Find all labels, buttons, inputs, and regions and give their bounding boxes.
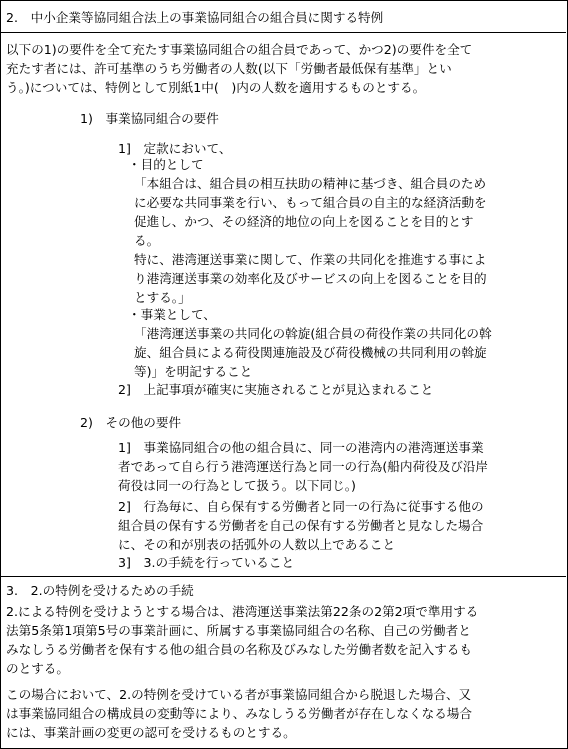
req1-item1-title: 1] 定款において、 (118, 141, 232, 156)
req2-title: 2) その他の要件 (80, 415, 182, 430)
para2-line-3: には、事業計画の変更の認可を受けるものとする。 (6, 725, 296, 740)
intro-line-1: 以下の1)の要件を全て充たす事業協同組合の組合員であって、かつ2)の要件を全て (6, 42, 473, 57)
business-line-3: 等)」を明記すること (134, 364, 253, 379)
business-line-1: 「港湾運送事業の共同化の斡旋(組合員の荷役作業の共同化の斡 (134, 326, 492, 341)
req1-business-text (134, 324, 492, 381)
req2-item1-line-1: 1] 事業協同組合の他の組合員に、同一の港湾内の港湾運送事業 (118, 440, 484, 455)
req2-item2-line-2: 組合員の保有する労働者を自己の保有する労働者と見なした場合 (118, 518, 484, 533)
section3-para2 (6, 685, 472, 742)
row-divider-2 (0, 576, 566, 577)
purpose-line-4: る。 (134, 233, 160, 248)
intro-line-3: う。)については、特例として別紙1中( )内の人数を適用するものとする。 (6, 80, 426, 95)
para2-line-2: は事業協同組合の構成員の変動等により、みなしうる労働者が存在しなくなる場合 (6, 706, 472, 721)
req2-item1-line-3: 荷役は同一の行為として扱う。以下同じ。) (118, 478, 356, 493)
section2-intro (6, 40, 472, 97)
para1-line-3: みなしうる労働者を保有する他の組合員の名称及びみなした労働者数を記入するも (6, 642, 472, 657)
business-line-2: 旋、組合員による荷役関連施設及び荷役機械の共同利用の斡旋 (134, 345, 487, 360)
para1-line-1: 2.による特例を受けようとする場合は、港湾運送事業法第22条の2第2項で準用する (6, 604, 479, 619)
req1-purpose-label: ・目的として (128, 157, 204, 172)
para1-line-2: 法第5条第1項第5号の事業計画に、所属する事業協同組合の名称、自己の労働者と (6, 623, 471, 638)
purpose-line-7: とする。」 (134, 290, 191, 305)
purpose-line-3: 促進し、かつ、その経済的地位の向上を図ることを目的とす (134, 214, 474, 229)
req1-item2: 2] 上記事項が確実に実施されることが見込まれること (118, 382, 434, 397)
req2-item2 (118, 497, 484, 554)
req2-item2-line-1: 2] 行為毎に、自ら保有する労働者と同一の行為に従事する他の (118, 499, 484, 514)
para1-line-4: のとする。 (6, 661, 69, 676)
req2-item1-line-2: 者であって自ら行う港湾運送行為と同一の行為(船内荷役及び沿岸 (118, 459, 489, 474)
req2-item1 (118, 438, 488, 495)
req1-title: 1) 事業協同組合の要件 (80, 111, 219, 126)
req1-business-label: ・事業として、 (128, 307, 216, 322)
row-divider-1 (0, 32, 566, 33)
purpose-line-2: に必要な共同事業を行い、もって組合員の自主的な経済活動を (134, 195, 487, 210)
req2-item3: 3] 3.の手続を行っていること (118, 555, 295, 570)
req1-purpose-text (134, 174, 487, 307)
req2-item2-line-3: に、その和が別表の括弧外の人数以上であること (118, 537, 396, 552)
purpose-line-1: 「本組合は、組合員の相互扶助の精神に基づき、組合員のため (134, 176, 487, 191)
para2-line-1: この場合において、2.の特例を受けている者が事業協同組合から脱退した場合、又 (6, 687, 472, 702)
section3-para1 (6, 602, 478, 678)
section2-heading: 2. 中小企業等協同組合法上の事業協同組合の組合員に関する特例 (6, 10, 384, 25)
purpose-line-6: り港湾運送事業の効率化及びサービスの向上を図ることを目的 (134, 271, 487, 286)
intro-line-2: 充たす者には、許可基準のうち労働者の人数(以下「労働者最低保有基準」とい (6, 61, 452, 76)
purpose-line-5: 特に、港湾運送事業に関して、作業の共同化を推進する事によ (134, 252, 487, 267)
section3-heading: 3. 2.の特例を受けるための手続 (6, 583, 194, 598)
